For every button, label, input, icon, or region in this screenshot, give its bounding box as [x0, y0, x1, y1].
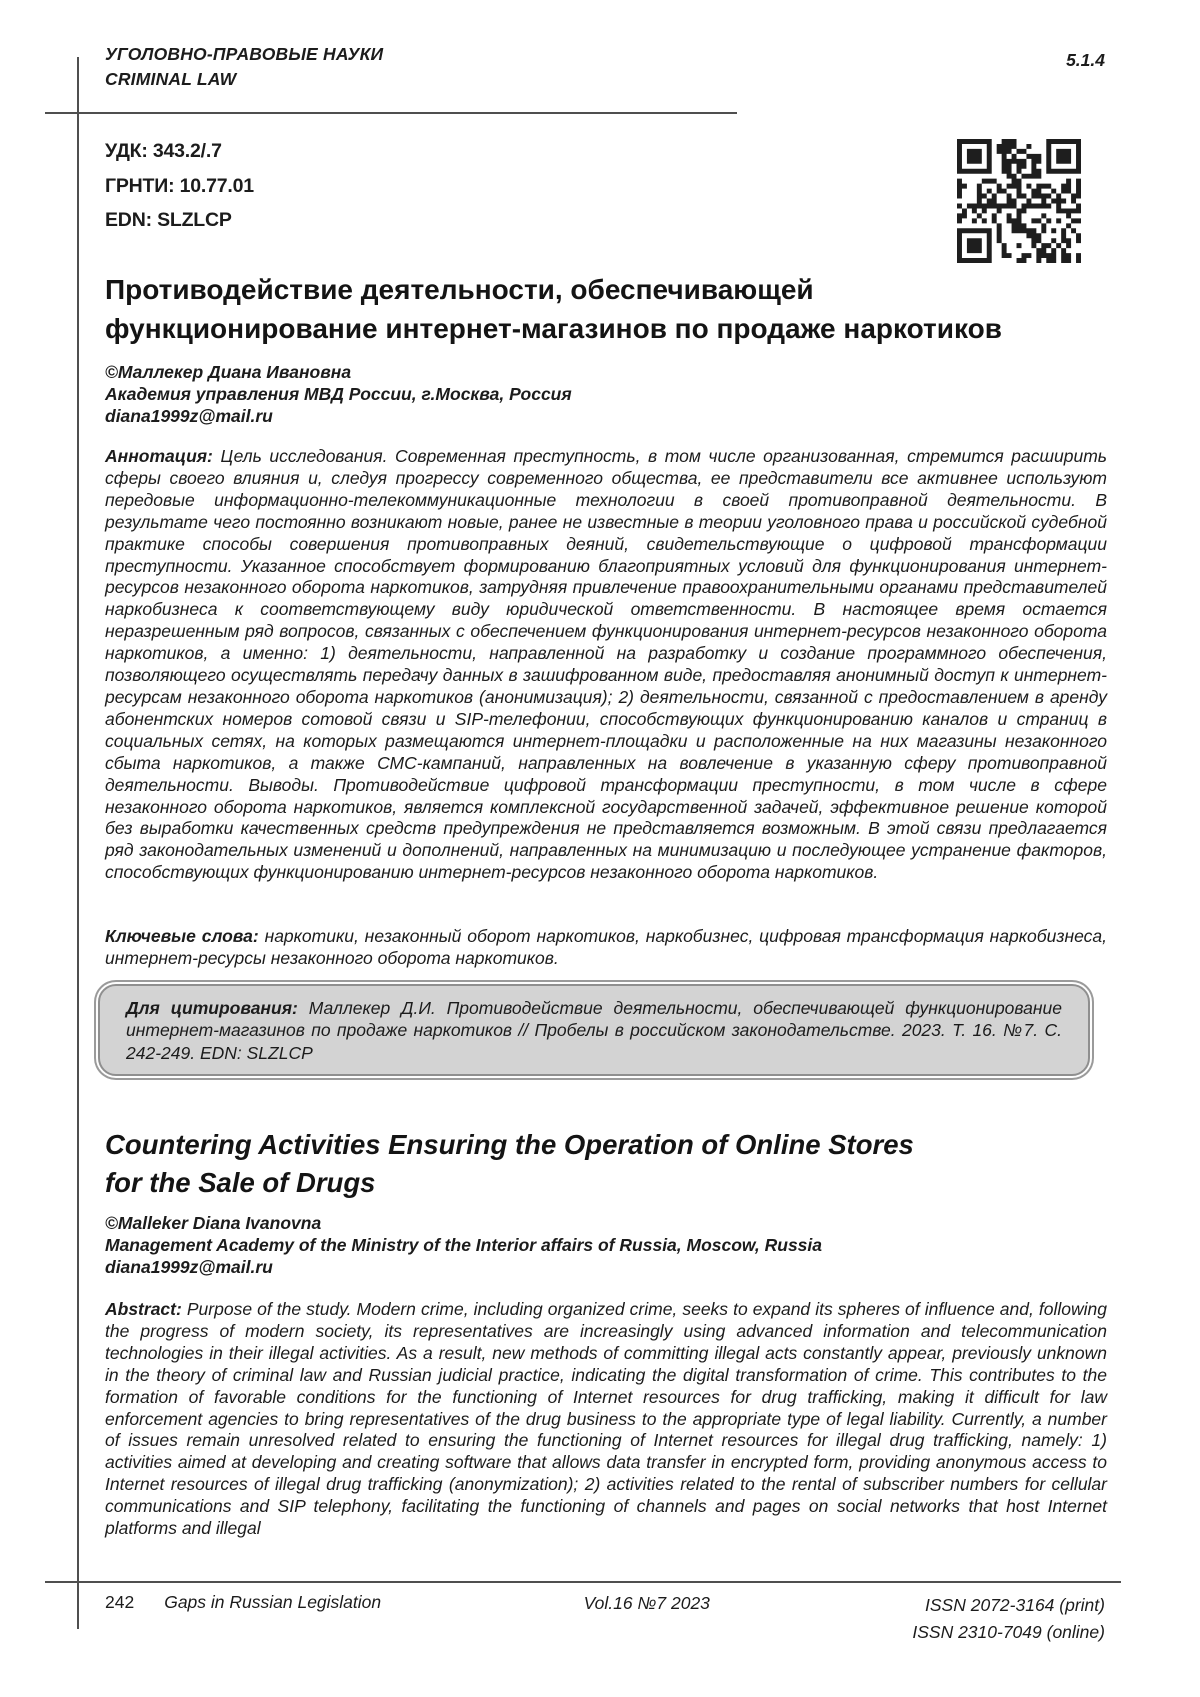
qr-code-icon [957, 139, 1081, 263]
citation [126, 997, 1062, 1064]
citation-box [98, 984, 1090, 1076]
rubric-en: CRIMINAL LAW [105, 69, 237, 89]
authors-en [105, 1213, 822, 1278]
edn-code: EDN: SLZLCP [105, 209, 232, 231]
citation-label: Для цитирования: [126, 998, 298, 1018]
left-margin-rule [77, 57, 79, 1629]
footer-rule [45, 1581, 1121, 1583]
author-affiliation-ru: Академия управления МВД России, г.Москва, Россия [105, 383, 572, 404]
keywords-ru-label: Ключевые слова: [105, 926, 259, 946]
keywords-ru-text: наркотики, незаконный оборот наркотиков, наркобизнес, цифровая трансформация наркобизнеса, интернет-ресурсы незаконного оборота наркотиков. [105, 926, 1107, 968]
article-title-en-line1: Countering Activities Ensuring the Operation of Online Stores [105, 1129, 914, 1160]
footer-right [912, 1592, 1105, 1646]
citation-text: Маллекер Д.И. Противодействие деятельности, обеспечивающей функционирование интернет-магазинов по продаже наркотиков // Пробелы в российском законодательстве. 2023. Т. 16. №7. С. 242-249. EDN: SLZLCP [126, 998, 1062, 1063]
page-number: 242 [105, 1592, 135, 1612]
abstract-ru-label: Аннотация: [105, 446, 213, 466]
journal-name: Gaps in Russian Legislation [164, 1592, 382, 1612]
abstract-ru [105, 446, 1107, 884]
article-title-ru-line2: функционирование интернет-магазинов по продаже наркотиков [105, 313, 1002, 344]
issn-online: ISSN 2310-7049 (online) [912, 1622, 1105, 1642]
qr-code-svg [957, 139, 1081, 263]
footer-left [105, 1592, 381, 1613]
authors-ru [105, 362, 572, 427]
keywords-ru [105, 926, 1107, 970]
rubric-ru: УГОЛОВНО-ПРАВОВЫЕ НАУКИ [105, 44, 384, 64]
author-name-en: ©Malleker Diana Ivanovna [105, 1213, 322, 1233]
author-affiliation-en: Management Academy of the Ministry of the Interior affairs of Russia, Moscow, Russia [105, 1234, 823, 1255]
author-name-ru: ©Маллекер Диана Ивановна [105, 362, 352, 382]
author-email-en: diana1999z@mail.ru [105, 1256, 273, 1277]
section-code: 5.1.4 [1066, 50, 1105, 70]
abstract-en-label: Abstract: [105, 1299, 182, 1319]
author-email-ru: diana1999z@mail.ru [105, 405, 273, 426]
page-footer [105, 1592, 1105, 1646]
header-rule [45, 112, 737, 114]
page-header [105, 42, 1105, 92]
grnti-code: ГРНТИ: 10.77.01 [105, 174, 254, 197]
article-meta [105, 134, 254, 238]
abstract-en [105, 1299, 1107, 1540]
abstract-ru-text: Цель исследования. Современная преступность, в том числе организованная, стремится расширить сферы своего влияния и, следуя прогрессу современного общества, ее представители все активнее используют передовые информационно-телекоммуникационные технологии в своей противоправной деятельности. В результате чего постоянно возникают новые, ранее не известные в теории уголовного права и российской судебной практике способы совершения противоправных деяний, свидетельствующие о цифровой трансформации преступности. Указанное способствует формированию благоприятных условий для функционирования интернет-ресурсов незаконного оборота наркотиков, затрудняя привлечение правоохранительными органами представителей наркобизнеса к соответствующему виду юридической ответственности. В настоящее время остается неразрешенным ряд вопросов, связанных с обеспечением функционирования интернет-ресурсов незаконного оборота наркотиков, а именно: 1) деятельности, направленной на разработку и создание программного обеспечения, позволяющего осуществлять передачу данных в зашифрованном виде, предоставляя анонимный доступ к интернет-ресурсам незаконного оборота наркотиков (анонимизация); 2) деятельности, связанной с предоставлением в аренду абонентских номеров сотовой связи и SIP-телефонии, способствующих функционированию каналов и страниц в социальных сетях, на которых размещаются интернет-площадки и расположенные на них магазины незаконного сбыта наркотиков, а также СМС-кампаний, направленных на вовлечение в указанную сферу противоправной деятельности. Выводы. Противодействие цифровой трансформации преступности, в том числе в сфере незаконного оборота наркотиков, является комплексной государственной задачей, эффективное решение которой без выработки качественных средств предупреждения не представляется возможным. В этой связи предлагается ряд законодательных изменений и дополнений, направленных на минимизацию и последующее устранение факторов, способствующих функционированию интернет-ресурсов незаконного оборота наркотиков. [105, 446, 1107, 883]
abstract-en-text: Purpose of the study. Modern crime, including organized crime, seeks to expand its spheres of influence and, following the progress of modern society, its representatives are increasingly using advanced information and telecommunication technologies in their illegal activities. As a result, new methods of committing illegal acts constantly appear, previously unknown in the theory of criminal law and Russian judicial practice, indicating the digital transformation of crime. This contributes to the formation of favorable conditions for the functioning of Internet resources for drug trafficking, making it difficult for law enforcement agencies to bring representatives of the drug business to the appropriate type of legal liability. Currently, a number of issues remain unresolved related to ensuring the functioning of Internet resources for illegal drug trafficking, namely: 1) activities aimed at developing and creating software that allows data transfer in encrypted form, providing anonymous access to Internet resources of illegal drug trafficking (anonymization); 2) activities related to the rental of subscriber numbers for cellular communications and SIP telephony, facilitating the functioning of channels and pages on social networks that host Internet platforms and illegal [105, 1299, 1107, 1539]
udk-code: УДК: 343.2/.7 [105, 140, 222, 162]
article-title-ru [105, 270, 1105, 348]
issn-print: ISSN 2072-3164 (print) [925, 1595, 1105, 1615]
volume-issue: Vol.16 №7 2023 [583, 1593, 710, 1613]
rubric-block [105, 42, 383, 92]
article-title-en-line2: for the Sale of Drugs [105, 1167, 376, 1198]
article-title-ru-line1: Противодействие деятельности, обеспечивающей [105, 274, 814, 305]
article-title-en [105, 1126, 1105, 1202]
